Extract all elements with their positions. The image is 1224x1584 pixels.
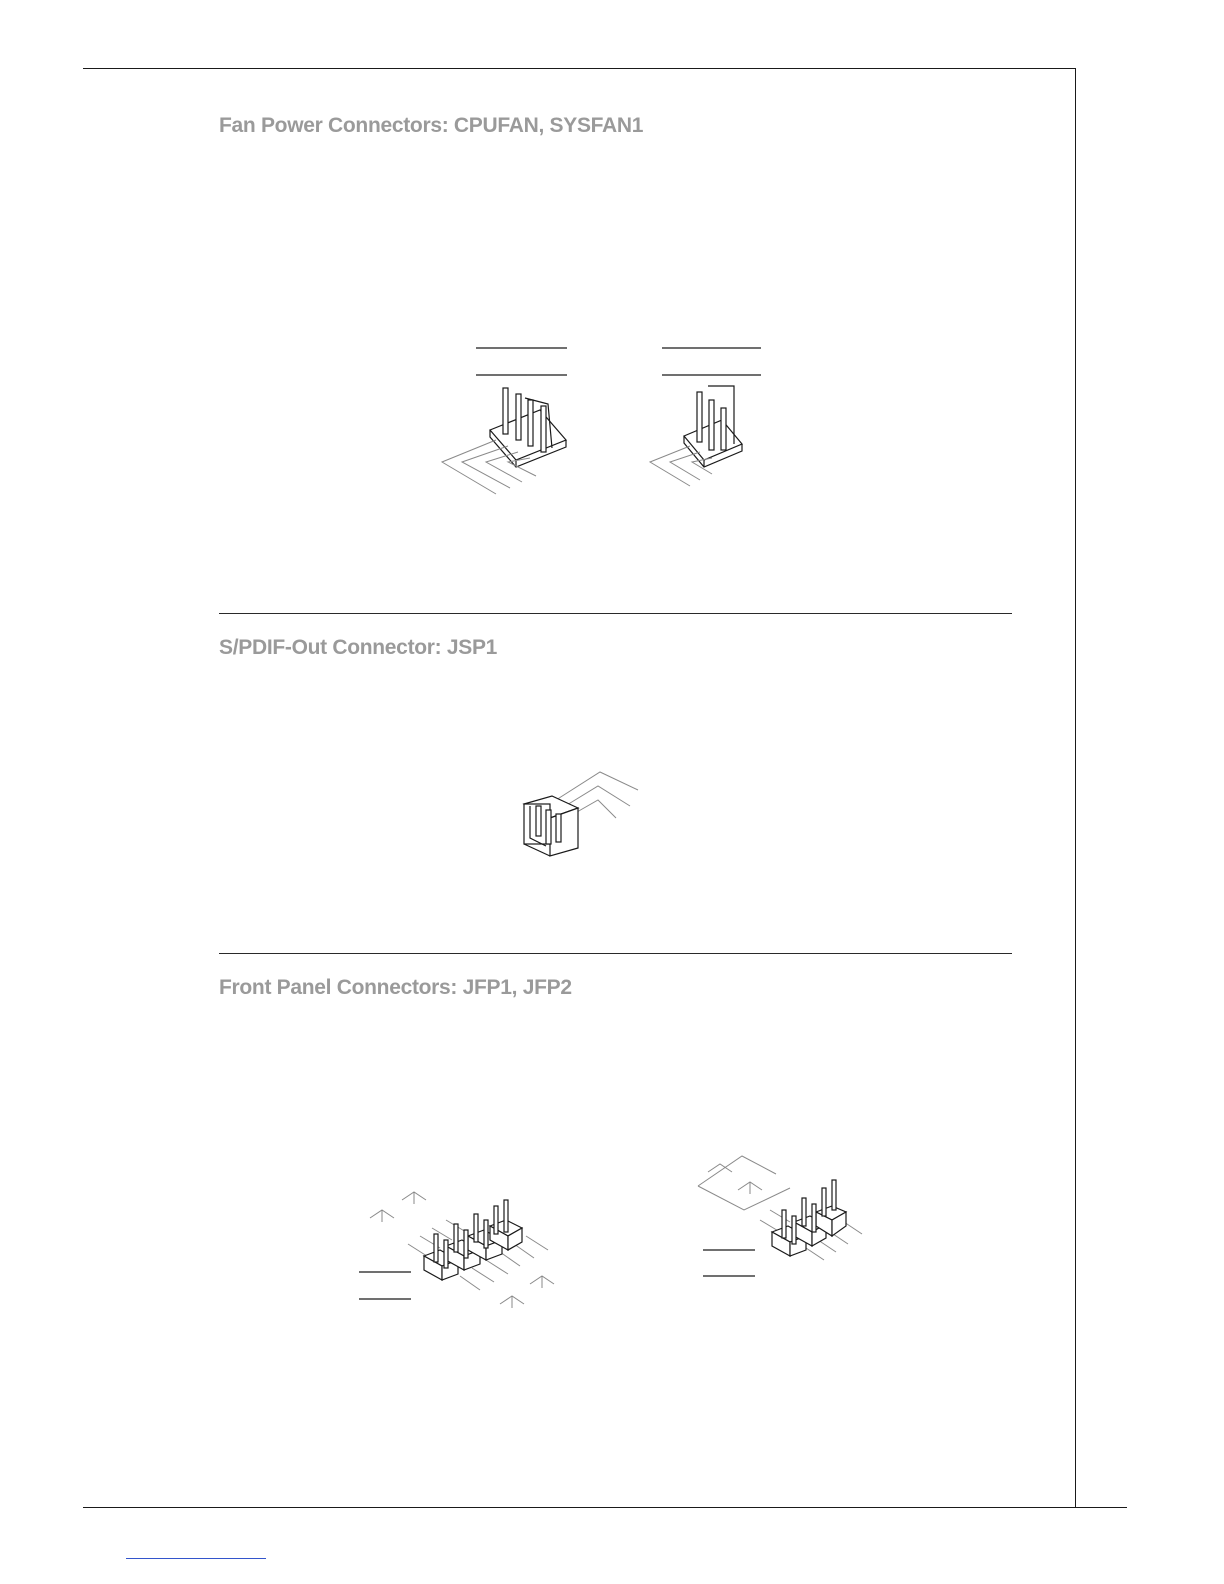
footer-link-underline[interactable] <box>126 1558 266 1559</box>
top-rule <box>83 68 1076 69</box>
right-rule <box>1075 68 1076 1508</box>
bottom-rule <box>83 1507 1127 1508</box>
section-heading-fan-power: Fan Power Connectors: CPUFAN, SYSFAN1 <box>219 114 644 137</box>
section-heading-spdif: S/PDIF-Out Connector: JSP1 <box>219 636 498 659</box>
section-divider-1 <box>219 613 1012 614</box>
section-divider-2 <box>219 953 1012 954</box>
section-heading-front-panel: Front Panel Connectors: JFP1, JFP2 <box>219 976 572 999</box>
